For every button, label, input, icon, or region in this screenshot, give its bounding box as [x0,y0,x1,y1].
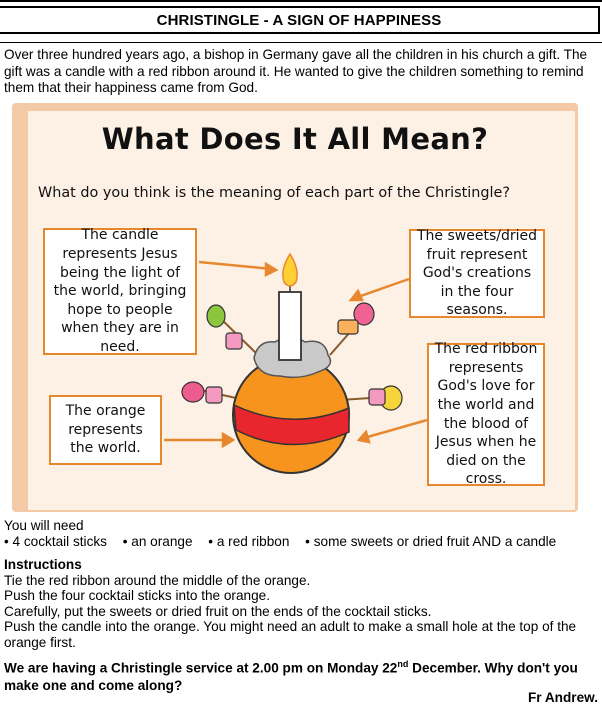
needs-item: • an orange [122,534,193,549]
callout-orange [49,395,162,465]
invitation-superscript: nd [397,659,409,669]
needs-item: • a red ribbon [208,534,290,549]
candle-arrow-line [199,262,272,269]
intro-paragraph: Over three hundred years ago, a bishop in Germany gave all the children in his church a gift. The gift was a candle with a red ribbon around it. He wanted to give the children something to remind them that their happiness came from God. [4,47,588,95]
instruction-step: Carefully, put the sweets or dried fruit on the ends of the cocktail sticks. [4,604,432,619]
candle-arrow-head [266,264,276,275]
candle [279,292,301,360]
orange-arrow-head [223,434,233,446]
instruction-step: Push the four cocktail sticks into the orange. [4,588,270,603]
poster-question: What do you think is the meaning of each part of the Christingle? [38,185,511,201]
instruction-step: Tie the red ribbon around the middle of the orange. [4,573,311,588]
callout-candle [43,228,197,355]
invitation-part1: We are having a Christingle service at 2.00 pm on Monday 22 [4,660,398,676]
instructions-heading: Instructions [4,557,82,572]
callout-sweets [409,229,545,318]
invitation-part2: December. Why don't you make one and come along? [4,660,578,693]
needs-heading: You will need [4,518,84,533]
invitation [4,656,600,694]
callout-orange-text: The orange represents the world. [65,403,146,457]
page-title: CHRISTINGLE - A SIGN OF HAPPINESS [156,11,442,29]
needs-item: • some sweets or dried fruit AND a candle [305,534,557,549]
ribbon-arrow-head [359,432,369,442]
callout-ribbon-text: The red ribbon represents God's love for the world and the blood of Jesus when he died on the cross. [434,341,538,488]
instruction-step: Push the candle into the orange. You might need an adult to make a small hole at the top of the orange first. [4,619,577,650]
candle-flame [283,254,297,286]
sweets-arrow-head [351,291,362,300]
poster-title: What Does It All Mean? [101,122,489,156]
callout-sweets-text: The sweets/dried fruit represent God's creations in the four seasons. [417,228,537,319]
ribbon-arrow-line [364,420,427,438]
sweets-arrow-line [355,279,409,298]
needs-item: • 4 cocktail sticks [4,534,107,549]
needs-list [4,534,600,550]
callout-candle-text: The candle represents Jesus being the light of the world, bringing hope to people when they are in need. [53,227,187,355]
callout-ribbon [427,343,545,486]
signature: Fr Andrew. [528,690,598,705]
